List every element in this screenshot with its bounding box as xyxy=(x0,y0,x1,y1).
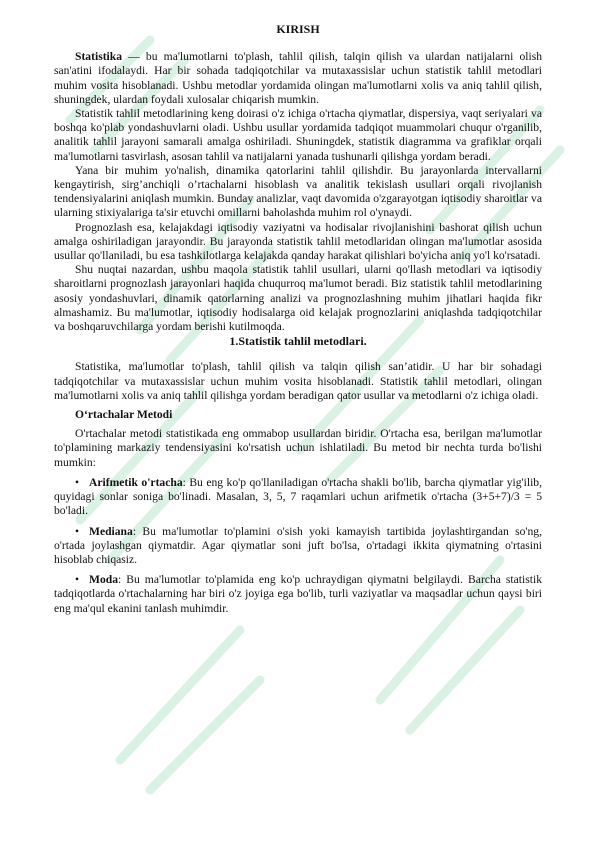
intro-paragraph-5: Shu nuqtai nazardan, ushbu maqola statistik tahlil usullari, ularni qo'llash metodlari va iqtisodiy sharoitlarni prognozlash jarayonlari haqida chuqurroq ma'lumot beradi. Biz statistik tahlil metodlarining asosiy yondashuvlari, dinamik qatorlarning analizi va prognozlashning muhim jihatlari haqida fikr almashamiz. Bu ma'lumotlar, iqtisodiy hodisalarga oid kelajak prognozlarini aniqlashda tadqiqotchilar va boshqaruvchilarga yordam berishi kutilmoqda. xyxy=(54,263,542,334)
section-intro-paragraph: Statistika, ma'lumotlar to'plash, tahlil qilish va talqin qilish san’atidir. U har bir sohadagi tadqiqotchilar va mutaxassislar uchun muhim vosita hisoblanadi. Statistik tahlil metodlari, olingan ma'lumotlarni xolis va aniq tahlil qilishga yordam beradigan qator usullar va metodlarni o'z ichiga oladi. xyxy=(54,360,542,402)
intro-paragraph-1: Statistika — bu ma'lumotlarni to'plash, tahlil qilish, talqin qilish va ulardan natijalarni olish san'atini ifodalaydi. Har bir sohada tadqiqotchilar va mutaxassislar uchun statistik tahlil metodlari muhim vosita hisoblanadi. Ushbu metodlar yordamida olingan ma'lumotlarni xolis va aniq tahlil qilish, shuningdek, ulardan foydali xulosalar chiqarish mumkin. xyxy=(54,50,542,106)
subheading: O‘rtachalar Metodi xyxy=(75,408,173,422)
bullet-icon: • xyxy=(75,524,80,538)
bullet-item-moda: • Moda: Bu ma'lumotlar to'plamida eng ko'p uchraydigan qiymatni belgilaydi. Barcha statistik tadqiqotlarda o'rtachalarning har biri o'z joyiga ega bo'lib, turli vaziyatlar va maqsadlar uchun qaysi biri eng ma'qul ekanini tanlash muhimdir. xyxy=(54,573,542,615)
bullet-icon: • xyxy=(75,475,80,489)
document-page xyxy=(54,22,542,616)
statistika-term: Statistika xyxy=(75,50,123,64)
section-title: 1.Statistik tahlil metodlari. xyxy=(229,334,367,349)
intro-paragraph-3: Yana bir muhim yo'nalish, dinamika qatorlarini tahlil qilishdir. Bu jarayonlarda intervallarni kengaytirish, sirg’anchiqli o’rtachalarni hisoblash va analitik tekislash usullari orqali rivojlanish tendensiyalarini aniqlash mumkin. Bunday analizlar, vaqt davomida o'zgarayotgan iqtisodiy sharoitlar va ularning stixiyalariga ta'sir etuvchi omillarni baholashda muhim rol o'ynaydi. xyxy=(54,163,542,220)
intro-paragraph-2: Statistik tahlil metodlarining keng doirasi o'z ichiga o'rtacha qiymatlar, dispersiya, vaqt seriyalari va boshqa ko'plab yondashuvlarni oladi. Ushbu usullar yordamida tadqiqot muammolari chuqur o'rganilib, analitik tahlil jarayoni samarali amalga oshiriladi. Shuningdek, statistik diagramma va grafiklar orqali ma'lumotlarni tasvirlash, asosan tahlil va natijalarni yanada tushunarli qilishga yordam beradi. xyxy=(54,107,542,163)
bullet-item-arifmetik: • Arifmetik o'rtacha: Bu eng ko'p qo'llaniladigan o'rtacha shakli bo'lib, barcha qiymatlar yig'ilib, quyidagi sonlar soniga bo'linadi. Masalan, 3, 5, 7 raqamlari uchun arifmetik o'rtacha (3+5+7)/3 = 5 bo'ladi. xyxy=(54,475,543,518)
intro-paragraph-4: Prognozlash esa, kelajakdagi iqtisodiy vaziyatni va hodisalar rivojlanishini bashorat qilish uchun amalga oshiriladigan jarayondir. Bu jarayonda statistik tahlil metodlaridan olingan ma'lumotlar asosida usullar qo'llaniladi, bu esa tashkilotlarga kelajakda qanday harakat qilishlari bo'yicha aniq yo'l ko'rsatadi. xyxy=(54,220,542,263)
document-title: KIRISH xyxy=(276,22,320,36)
bullet-icon: • xyxy=(75,573,80,587)
bullet-item-mediana: • Mediana: Bu ma'lumotlar to'plamini o'sish yoki kamayish tartibida joylashtirgandan so'ng, o'rtada joylashgan qiymatdir. Agar qiymatlar soni juft bo'lsa, o'rtadagi ikkita qiymatning o'rtasini hisoblab chiqasiz. xyxy=(54,524,542,566)
subsection-intro-paragraph: O'rtachalar metodi statistikada eng ommabop usullardan biridir. O'rtacha esa, berilgan ma'lumotlar to'plamining markaziy tendensiyasini ko'rsatish uchun ishlatiladi. Bu metod bir nechta turda bo'lishi mumkin: xyxy=(54,427,542,469)
